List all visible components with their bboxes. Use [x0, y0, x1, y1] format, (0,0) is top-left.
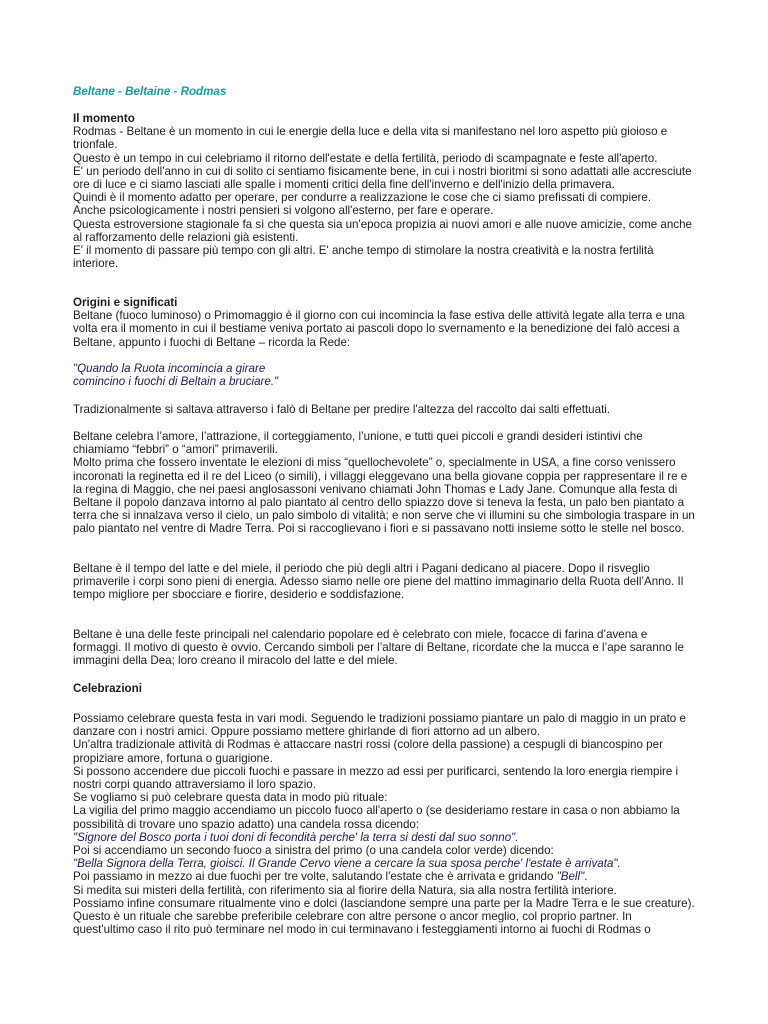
section-heading-celebrazioni: Celebrazioni	[73, 682, 142, 695]
section-celebrazioni	[73, 712, 695, 936]
ritual-quote: "Bella Signora della Terra, gioisci. Il Grande Cervo viene a cercare la sua sposa perche' l'estate è arrivata".	[73, 857, 621, 871]
section-il-momento	[73, 112, 695, 270]
document-title: Beltane - Beltaine - Rodmas	[73, 85, 227, 98]
paragraph: Beltane celebra l’amore, l’attrazione, il corteggiamento, l’unione, e tutti quei piccoli e grandi desideri istintivi che chiamiamo “febbri” o “amori” primaverili.	[73, 430, 643, 457]
paragraph	[73, 870, 695, 883]
paragraph: Se vogliamo si può celebrare questa data in modo più rituale:	[73, 791, 388, 805]
paragraph: Beltane (fuoco luminoso) o Primomaggio è il giorno con cui incomincia la fase estiva delle attività legate alla terra e una volta era il momento in cui il bestiame veniva portato ai pascoli dopo lo svernamento e la benedizione dei falò accesi a Beltane, appunto i fuochi di Beltane – ricorda la Rede:	[73, 309, 685, 349]
quote-line: "Quando la Ruota incomincia a girare	[73, 362, 266, 375]
paragraph: Questo è un rituale che sarebbe preferibile celebrare con altre persone o ancor meglio, col proprio partner. In quest'ultimo caso il rito può terminare nel modo in cui terminavano i festeggiamenti intorno ai fuochi di Rodmas o	[73, 910, 651, 937]
paragraph: Possiamo infine consumare ritualmente vino e dolci (lasciandone sempre una parte per la Madre Terra e le sue creature).	[73, 896, 695, 910]
paragraph: Questo è un tempo in cui celebriamo il ritorno dell'estate e della fertilità, periodo di scampagnate e feste all'aperto.	[73, 151, 658, 165]
quote-line: comincino i fuochi di Beltain a bruciare."	[73, 375, 279, 389]
document-page	[73, 0, 695, 1024]
bell-quote: "Bell"	[556, 870, 585, 884]
paragraph: Un'altra tradizionale attività di Rodmas è attaccare nastri rossi (colore della passione) a cespugli di biancospino per propiziare amore, fortuna o guarigione.	[73, 738, 663, 765]
ritual-quote: "Signore del Bosco porta i tuoi doni di fecondità perche' la terra si desti dal suo sonno".	[73, 830, 519, 844]
paragraph: Beltane è il tempo del latte e del miele, il periodo che più degli altri i Pagani dedicano al piacere. Dopo il risveglio primaverile i corpi sono pieni di energia. Adesso siamo nelle ore piene del mattino immaginario della Ruota dell’Anno. Il tempo migliore per sbocciare e fiorire, desiderio e soddisfazione.	[73, 562, 684, 602]
paragraph: La vigilia del primo maggio accendiamo un piccolo fuoco all'aperto o (se desideriamo restare in casa o non abbiamo la possibilità di trovare uno spazio adatto) una candela rossa dicendo:	[73, 804, 680, 831]
paragraph: Anche psicologicamente i nostri pensieri si volgono all'esterno, per fare e operare.	[73, 204, 494, 218]
section-heading: Il momento	[73, 112, 135, 125]
paragraph: Tradizionalmente si saltava attraverso i falò di Beltane per predire l'altezza del raccolto dai salti effettuati.	[73, 403, 611, 416]
paragraph: Questa estroversione stagionale fa sì che questa sia un'epoca propizia ai nuovi amori e alle nuove amicizie, come anche al rafforzamento delle relazioni già esistenti.	[73, 217, 692, 244]
paragraph-text: Poi passiamo in mezzo ai due fuochi per tre volte, salutando l'estate che è arrivata e gridando	[73, 870, 557, 884]
paragraph: Quindi è il momento adatto per operare, per condurre a realizzazione le cose che ci siamo prefissati di compiere.	[73, 191, 652, 205]
paragraph: Beltane è una delle feste principali nel calendario popolare ed è celebrato con miele, focacce di farina d’avena e formaggi. Il motivo di questo è ovvio. Cercando simboli per l’altare di Beltane, ricordate che la mucca e l’ape saranno le immagini della Dea; loro creano il miracolo del latte e del miele.	[73, 628, 684, 668]
paragraph: Si possono accendere due piccoli fuochi e passare in mezzo ad essi per purificarci, sentendo la loro energia riempire i nostri corpi quando attraversiamo il loro spazio.	[73, 764, 679, 792]
paragraph-text: .	[584, 870, 588, 884]
paragraph: E' un periodo dell'anno in cui di solito ci sentiamo fisicamente bene, in cui i nostri bioritmi si sono adattati alle accresciute ore di luce e ci siamo lasciati alle spalle i momenti critici della fine dell'inverno e dell'inizio della primavera.	[73, 164, 692, 192]
paragraph-group	[73, 430, 695, 536]
paragraph: E' il momento di passare più tempo con gli altri. E' anche tempo di stimolare la nostra creatività e la nostra fertilità interiore.	[73, 244, 654, 271]
paragraph: Poi si accendiamo un secondo fuoco a sinistra del primo (o una candela color verde) dicendo:	[73, 844, 554, 858]
section-origini	[73, 296, 695, 349]
rede-quote	[73, 362, 695, 388]
paragraph: Rodmas - Beltane è un momento in cui le energie della luce e della vita si manifestano nel loro aspetto più gioioso e trionfale.	[73, 125, 668, 152]
paragraph: Possiamo celebrare questa festa in vari modi. Seguendo le tradizioni possiamo piantare un palo di maggio in un prato e danzare con i nostri amici. Oppure possiamo mettere ghirlande di fiori attorno ad un albero.	[73, 712, 686, 739]
paragraph: Si medita sui misteri della fertilità, con riferimento sia al fiorire della Natura, sia alla nostra fertilità interiore.	[73, 883, 617, 897]
paragraph: Molto prima che fossero inventate le elezioni di miss “quellochevolete” o, specialmente in USA, a fine corso venissero incoronati la reginetta ed il re del Liceo (o simili), i villaggi eleggevano una bella giovane coppia per rappresentare il re e la regina di Maggio, che nei paesi anglosassoni venivano chiamati John Thomas e Lady Jane. Comunque alla festa di Beltane il popolo danzava intorno al palo piantato al centro dello spiazzo dove si teneva la festa, un palo ben piantato a terra che si innalzava verso il cielo, un palo simbolo di vitalità; e non serve che vi illumini su che simbologia traspare in un palo piantato nel ventre di Madre Terra. Poi si raccoglievano i fiori e si passavano notti insieme sotto le stelle nel bosco.	[73, 456, 695, 536]
section-heading: Origini e significati	[73, 296, 178, 309]
